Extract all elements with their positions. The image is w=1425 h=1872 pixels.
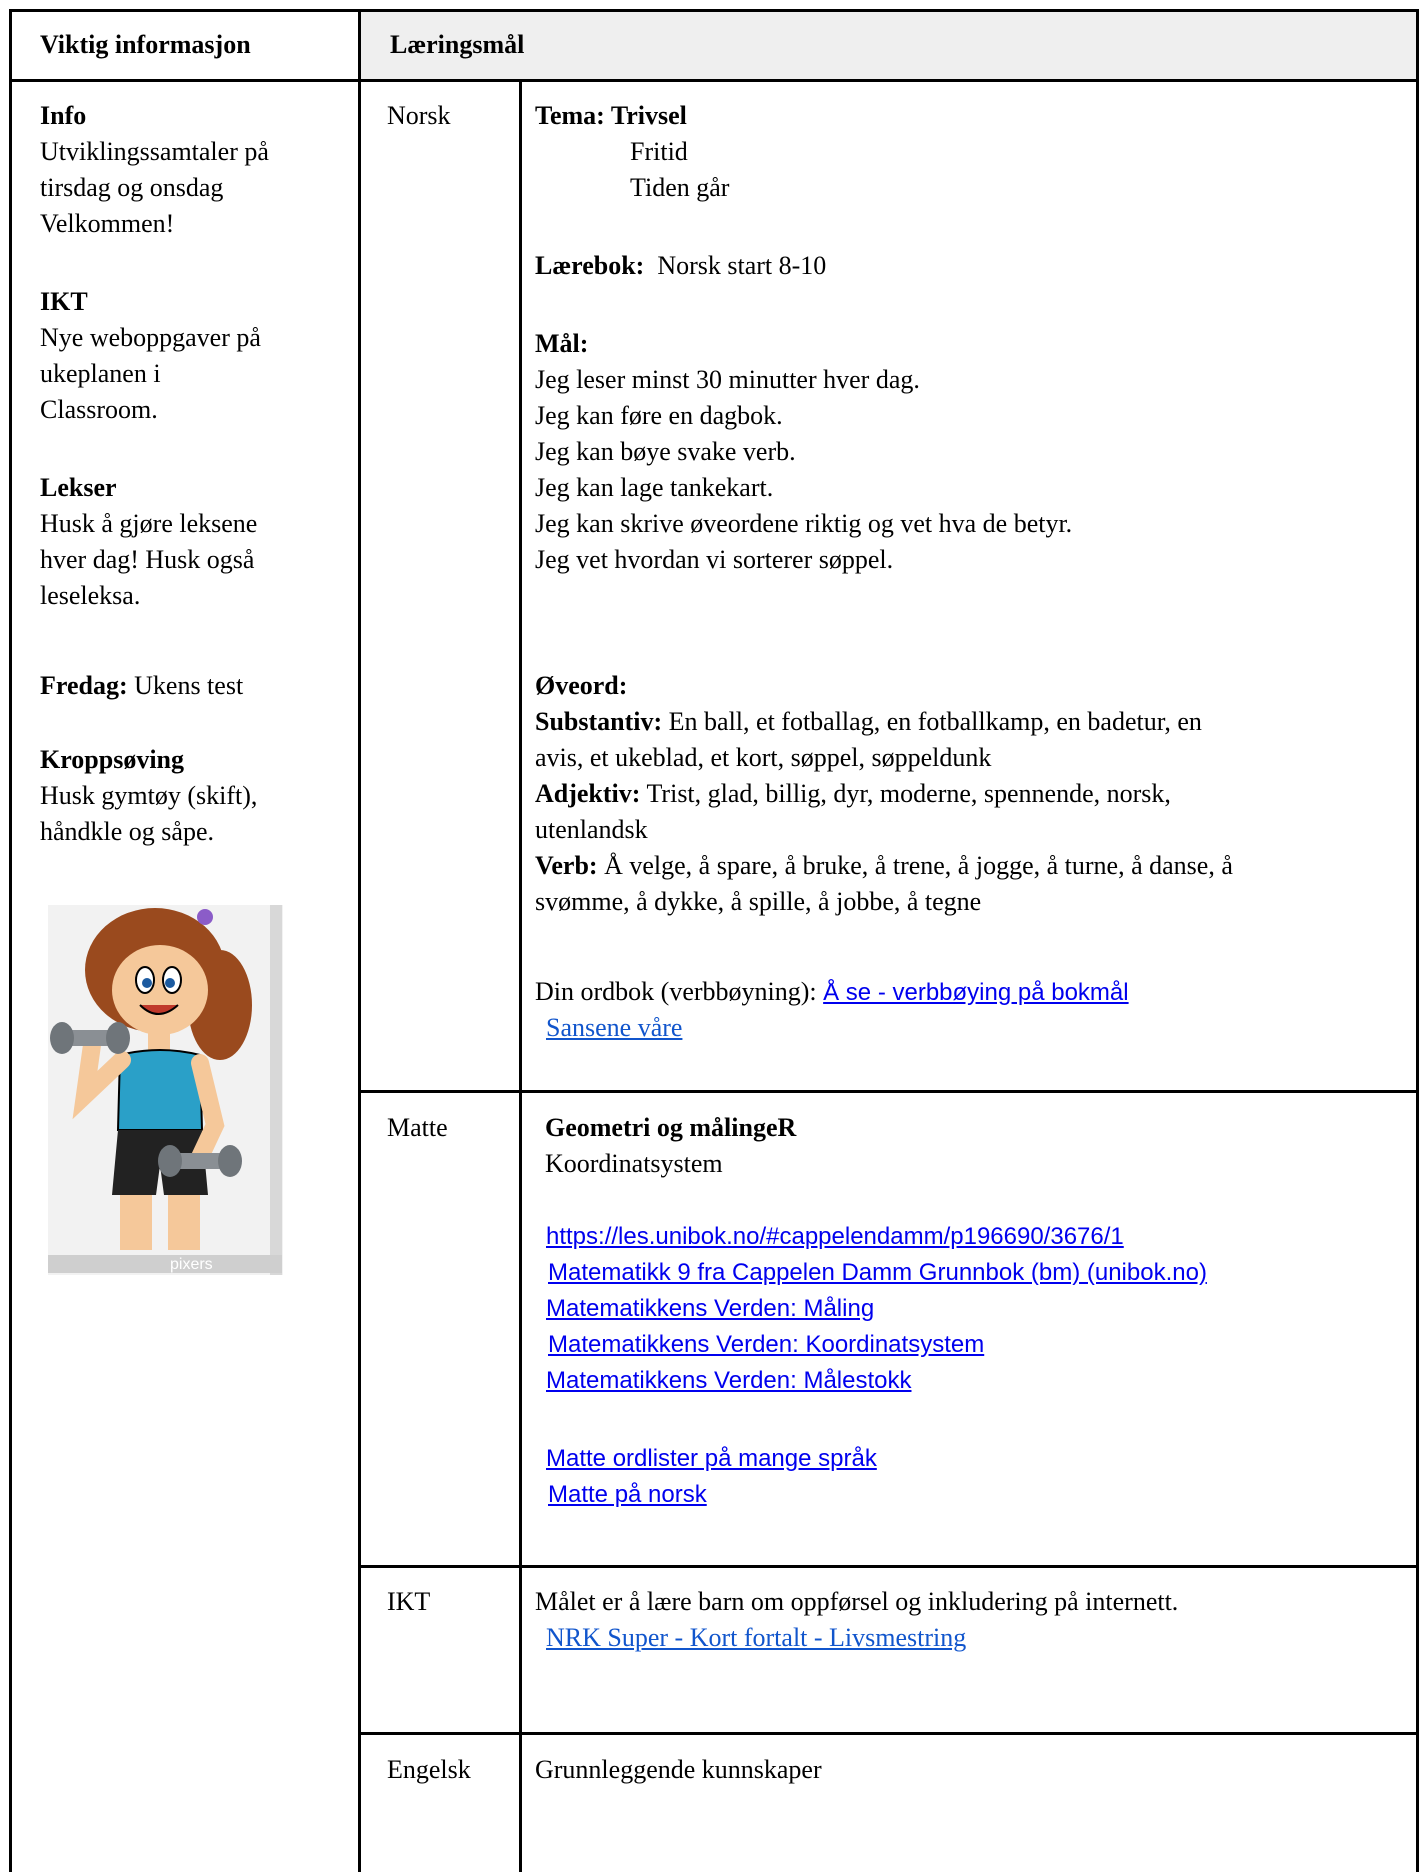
- ikt-line: Classroom.: [40, 395, 158, 424]
- norsk-tema-item: Tiden går: [630, 173, 730, 202]
- nrk-super-link[interactable]: NRK Super - Kort fortalt - Livsmestring: [546, 1623, 967, 1652]
- matte-link-koordinatsystem[interactable]: Matematikkens Verden: Koordinatsystem: [548, 1331, 985, 1358]
- norsk-adjektiv-line2: utenlandsk: [535, 815, 648, 844]
- row-divider-norsk: [358, 1090, 1419, 1093]
- info-line: Velkommen!: [40, 209, 175, 238]
- norsk-sansene: [546, 1010, 682, 1046]
- subject-label-norsk: Norsk: [387, 101, 451, 130]
- laerebok-text: Norsk start 8-10: [644, 251, 827, 280]
- laerebok-label: Lærebok:: [535, 251, 645, 280]
- matte-link-row: [546, 1290, 874, 1327]
- fredag-text: Ukens test: [127, 671, 244, 700]
- row-divider-matte: [358, 1565, 1419, 1568]
- table-top-border: [9, 9, 1419, 12]
- norsk-verb: [535, 848, 1233, 884]
- ordbok-link[interactable]: Å se - verbbøying på bokmål: [823, 979, 1129, 1006]
- pixers-watermark: pixers: [170, 1256, 213, 1273]
- matte-link-row: [548, 1326, 984, 1363]
- ikt-text: Målet er å lære barn om oppførsel og inkludering på internett.: [535, 1587, 1179, 1616]
- ikt-title: IKT: [40, 287, 88, 316]
- table-left-border: [9, 9, 12, 1872]
- verb-label: Verb:: [535, 851, 598, 880]
- substantiv-label: Substantiv:: [535, 707, 663, 736]
- matte-subtitle: Koordinatsystem: [545, 1149, 723, 1178]
- info-line: Utviklingssamtaler på: [40, 137, 269, 166]
- matte-link-norsk[interactable]: Matte på norsk: [548, 1481, 707, 1508]
- matte-link-row: [546, 1440, 877, 1477]
- ordbok-text: Din ordbok (verbbøyning):: [535, 977, 824, 1006]
- norsk-verb-line2: svømme, å dykke, å spille, å jobbe, å tegne: [535, 887, 982, 916]
- norsk-maal-item: Jeg kan føre en dagbok.: [535, 401, 783, 430]
- matte-title: Geometri og målingeR: [545, 1113, 797, 1142]
- column-divider-main: [358, 9, 361, 1872]
- info-title: Info: [40, 101, 87, 130]
- norsk-maal-item: Jeg leser minst 30 minutter hver dag.: [535, 365, 920, 394]
- info-line: tirsdag og onsdag: [40, 173, 224, 202]
- norsk-maal-item: Jeg kan bøye svake verb.: [535, 437, 796, 466]
- matte-link-grunnbok[interactable]: Matematikk 9 fra Cappelen Damm Grunnbok (bm) (unibok.no): [548, 1259, 1207, 1286]
- norsk-oveord-label: Øveord:: [535, 671, 628, 700]
- subject-label-ikt: IKT: [387, 1587, 431, 1616]
- adjektiv-label: Adjektiv:: [535, 779, 641, 808]
- matte-link-maaling[interactable]: Matematikkens Verden: Måling: [546, 1295, 875, 1322]
- ikt-line: ukeplanen i: [40, 359, 161, 388]
- kroppsoving-line: Husk gymtøy (skift),: [40, 781, 258, 810]
- engelsk-text: Grunnleggende kunnskaper: [535, 1755, 822, 1784]
- matte-link-row: [546, 1362, 912, 1399]
- kroppsoving-line: håndkle og såpe.: [40, 817, 215, 846]
- ikt-line: Nye weboppgaver på: [40, 323, 261, 352]
- kroppsoving-title: Kroppsøving: [40, 745, 185, 774]
- norsk-laerebok: [535, 248, 826, 284]
- matte-link-row: [548, 1476, 707, 1513]
- norsk-adjektiv: [535, 776, 1171, 812]
- adjektiv-line1: Trist, glad, billig, dyr, moderne, spennende, norsk,: [640, 779, 1171, 808]
- matte-link-row: [548, 1254, 1207, 1291]
- subject-label-engelsk: Engelsk: [387, 1755, 471, 1784]
- verb-line1: Å velge, å spare, å bruke, å trene, å jogge, å turne, å danse, å: [597, 851, 1233, 880]
- header-viktig-informasjon: Viktig informasjon: [40, 30, 251, 59]
- norsk-maal-item: Jeg kan skrive øveordene riktig og vet hva de betyr.: [535, 509, 1073, 538]
- lekser-title: Lekser: [40, 473, 117, 502]
- norsk-substantiv-line2: avis, et ukeblad, et kort, søppel, søppeldunk: [535, 743, 992, 772]
- ikt-link-row: [546, 1620, 966, 1656]
- fredag-label: Fredag:: [40, 671, 128, 700]
- norsk-maal-label: Mål:: [535, 329, 589, 358]
- column-divider-subject: [519, 79, 522, 1872]
- norsk-ordbok: [535, 974, 1129, 1011]
- table-right-border: [1416, 9, 1419, 1872]
- matte-link-row: [546, 1218, 1124, 1255]
- row-divider-ikt: [358, 1732, 1419, 1735]
- matte-link-unibok[interactable]: https://les.unibok.no/#cappelendamm/p196690/3676/1: [546, 1223, 1124, 1250]
- header-laeringsmaal: Læringsmål: [390, 30, 525, 59]
- substantiv-line1: En ball, et fotballag, en fotballkamp, en badetur, en: [662, 707, 1202, 736]
- subject-label-matte: Matte: [387, 1113, 448, 1142]
- norsk-maal-item: Jeg vet hvordan vi sorterer søppel.: [535, 545, 894, 574]
- lekser-line: hver dag! Husk også: [40, 545, 255, 574]
- norsk-substantiv: [535, 704, 1202, 740]
- norsk-tema-item: Fritid: [630, 137, 688, 166]
- girl-with-dumbbells-image: [40, 895, 285, 1280]
- matte-link-maalestokk[interactable]: Matematikkens Verden: Målestokk: [546, 1367, 912, 1394]
- lekser-line: Husk å gjøre leksene: [40, 509, 258, 538]
- norsk-tema: Tema: Trivsel: [535, 101, 687, 130]
- sansene-link[interactable]: Sansene våre: [546, 1013, 683, 1042]
- fredag-line: [40, 668, 243, 704]
- matte-link-ordlister[interactable]: Matte ordlister på mange språk: [546, 1445, 877, 1472]
- header-bottom-border: [9, 79, 1419, 82]
- norsk-maal-item: Jeg kan lage tankekart.: [535, 473, 774, 502]
- lekser-line: leseleksa.: [40, 581, 141, 610]
